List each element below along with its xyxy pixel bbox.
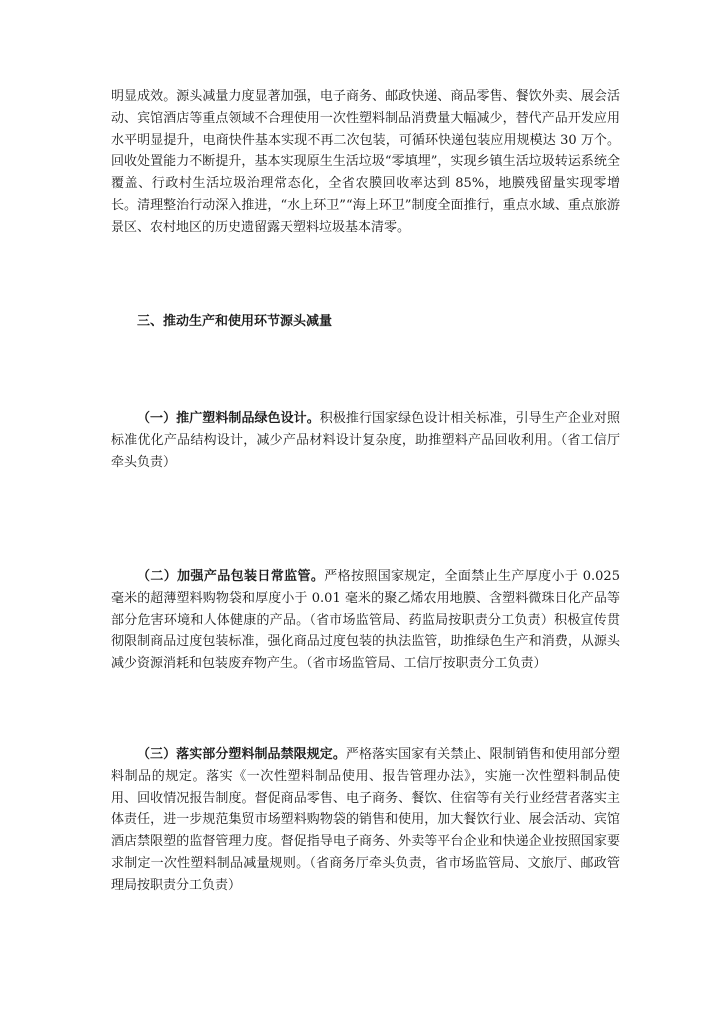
item-3-paragraph	[111, 744, 620, 897]
item-3-lead: （三）落实部分塑料制品禁限规定。	[137, 747, 346, 762]
intro-text: 明显成效。源头减量力度显著加强，电子商务、邮政快递、商品零售、餐饮外卖、展会活动、宾馆酒店等重点领域不合理使用一次性塑料制品消费量大幅减少，替代产品开发应用水平明显提升，电商快件基本实现不再二次包装，可循环快递包装应用规模达 30 万个。回收处置能力不断提升，基本实现原生生活垃圾“零填埋”，实现乡镇生活垃圾转运系统全覆盖、行政村生活垃圾治理常态化，全省农膜回收率达到 85%，地膜残留量实现零增长。清理整治行动深入推进，“水上环卫”“海上环卫”制度全面推行，重点水域、重点旅游景区、农村地区的历史遗留露天塑料垃圾基本清零。	[111, 89, 620, 235]
item-2-body: 严格按照国家规定，全面禁止生产厚度小于 0.025 毫米的超薄塑料购物袋和厚度小于 0.01 毫米的聚乙烯农用地膜、含塑料微珠日化产品等部分危害环境和人体健康的产品。（省市场监管局、药监局按职责分工负责）积极宣传贯彻限制商品过度包装标准，强化商品过度包装的执法监管，助推绿色生产和消费，从源头减少资源消耗和包装废弃物产生。（省市场监管局、工信厅按职责分工负责）	[111, 569, 620, 672]
item-1-paragraph	[111, 408, 620, 473]
item-1-lead: （一）推广塑料制品绿色设计。	[137, 411, 320, 426]
item-1-body: 积极推行国家绿色设计相关标准，引导生产企业对照标准优化产品结构设计，减少产品材料设计复杂度，助推塑料产品回收利用。（省工信厅牵头负责）	[111, 411, 620, 470]
item-2-paragraph	[111, 566, 620, 675]
section-heading: 三、推动生产和使用环节源头减量	[137, 314, 333, 329]
item-2-lead: （二）加强产品包装日常监管。	[137, 569, 325, 584]
item-3-body: 严格落实国家有关禁止、限制销售和使用部分塑料制品的规定。落实《一次性塑料制品使用、报告管理办法》，实施一次性塑料制品使用、回收情况报告制度。督促商品零售、电子商务、餐饮、住宿等有关行业经营者落实主体责任，进一步规范集贸市场塑料购物袋的销售和使用，加大餐饮行业、展会活动、宾馆酒店禁限塑的监督管理力度。督促指导电子商务、外卖等平台企业和快递企业按照国家要求制定一次性塑料制品减量规则。（省商务厅牵头负责，省市场监管局、文旅厅、邮政管理局按职责分工负责）	[111, 747, 620, 893]
intro-paragraph	[111, 86, 620, 239]
